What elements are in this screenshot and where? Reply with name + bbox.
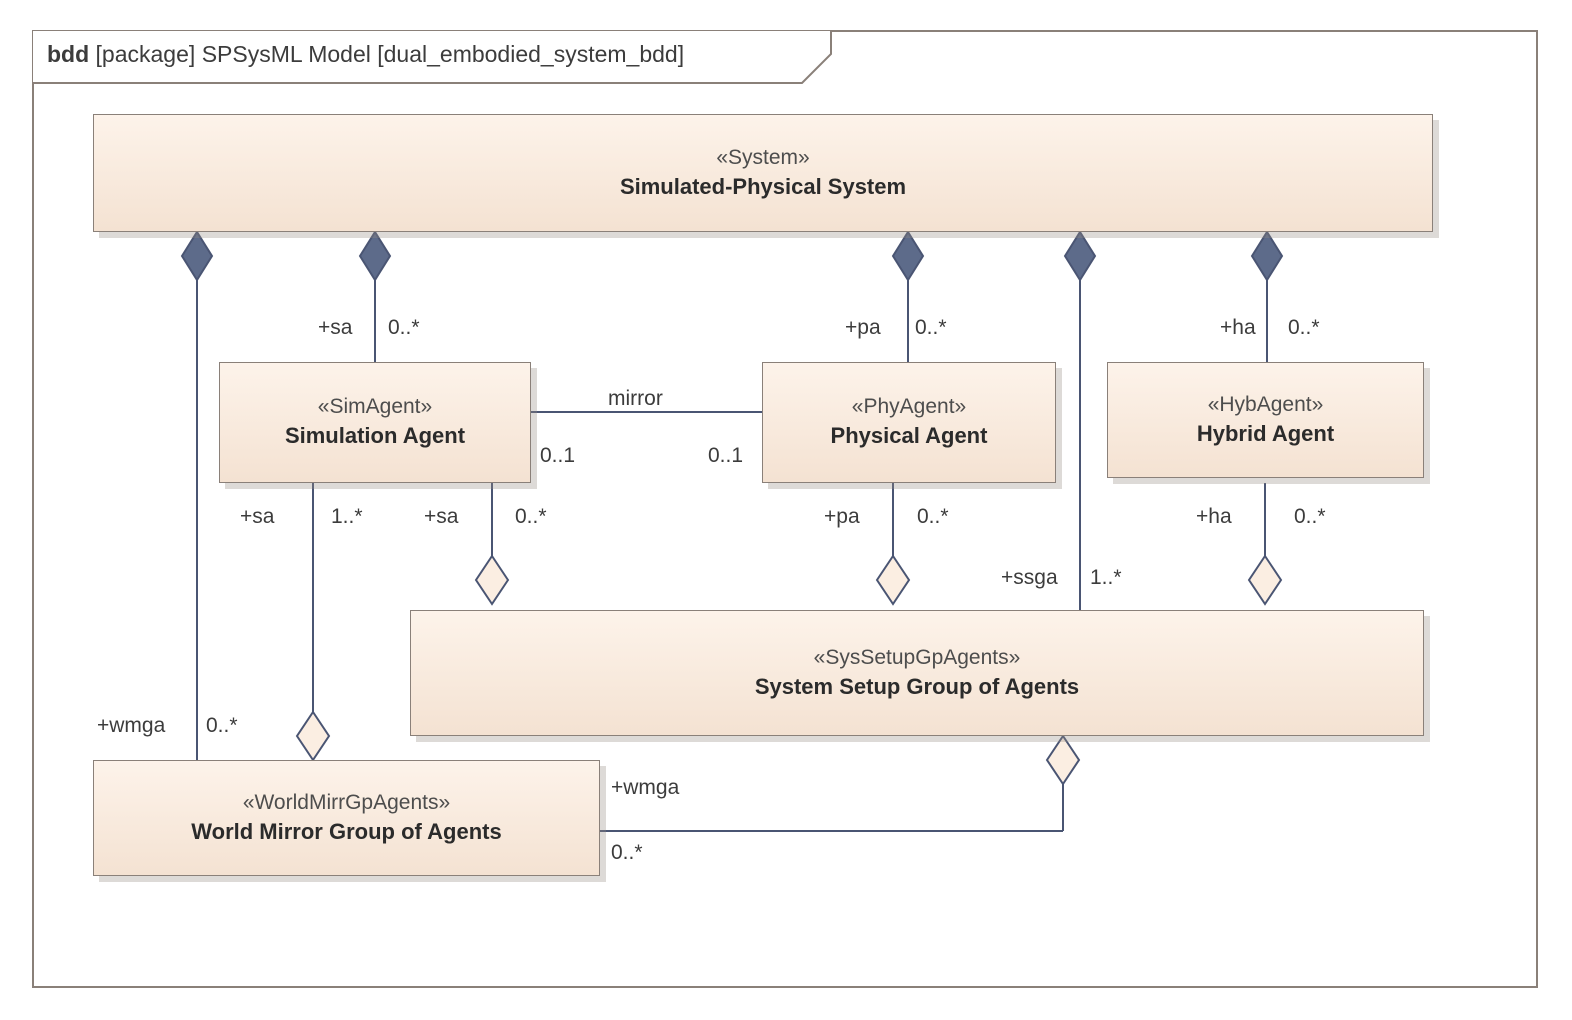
frame-qualifier: [package]	[95, 41, 196, 67]
class-simulated-physical-system[interactable]	[93, 114, 1433, 232]
edge-label-wmga-role-sys: +wmga	[97, 714, 166, 737]
edge-label-ssga-mult: 1..*	[1090, 566, 1122, 589]
class-name: Hybrid Agent	[1196, 420, 1335, 446]
edge-label-mirror: mirror	[608, 387, 663, 410]
frame-kind: bdd	[47, 41, 90, 67]
edge-label-ha-role-top: +ha	[1220, 316, 1256, 339]
frame-title: SPSysML Model [dual_embodied_system_bdd]	[201, 41, 685, 67]
edge-label-wmga-mult-sys: 0..*	[206, 714, 238, 737]
edge-label-mirror-right-mult: 0..1	[708, 444, 744, 467]
class-simulation-agent[interactable]	[219, 362, 531, 483]
edge-label-sa-mult-top: 0..*	[388, 316, 420, 339]
edge-label-sa-mult-wm: 1..*	[331, 505, 363, 528]
class-system-setup-group-of-agents[interactable]	[410, 610, 1424, 736]
edge-label-wmga-role-ss: +wmga	[611, 776, 680, 799]
edge-label-sa-role-top: +sa	[318, 316, 353, 339]
edge-label-sa-role-ss: +sa	[424, 505, 459, 528]
frame-label	[47, 41, 684, 68]
class-name: System Setup Group of Agents	[754, 673, 1080, 699]
class-hybrid-agent[interactable]	[1107, 362, 1424, 478]
edge-label-ha-mult-ss: 0..*	[1294, 505, 1326, 528]
edge-label-pa-role-ss: +pa	[824, 505, 860, 528]
class-name: Simulated-Physical System	[619, 173, 907, 199]
class-name: Physical Agent	[830, 423, 988, 449]
edge-label-pa-mult-ss: 0..*	[917, 505, 949, 528]
edge-label-sa-mult-ss: 0..*	[515, 505, 547, 528]
class-world-mirror-group-of-agents[interactable]	[93, 760, 600, 876]
class-stereotype: «SimAgent»	[317, 395, 433, 419]
class-stereotype: «WorldMirrGpAgents»	[242, 790, 451, 814]
class-physical-agent[interactable]	[762, 362, 1056, 483]
edge-label-pa-role-top: +pa	[845, 316, 881, 339]
edge-label-ssga-role: +ssga	[1001, 566, 1058, 589]
class-name: World Mirror Group of Agents	[191, 818, 502, 844]
class-stereotype: «System»	[716, 145, 810, 169]
class-name: Simulation Agent	[284, 423, 466, 449]
edge-label-pa-mult-top: 0..*	[915, 316, 947, 339]
edge-label-ha-role-ss: +ha	[1196, 505, 1232, 528]
edge-label-wmga-mult-ss: 0..*	[611, 841, 643, 864]
class-stereotype: «HybAgent»	[1207, 392, 1324, 416]
class-stereotype: «PhyAgent»	[851, 395, 967, 419]
edge-label-mirror-left-mult: 0..1	[540, 444, 576, 467]
edge-label-sa-role-wm: +sa	[240, 505, 275, 528]
edge-label-ha-mult-top: 0..*	[1288, 316, 1320, 339]
class-stereotype: «SysSetupGpAgents»	[813, 645, 1021, 669]
